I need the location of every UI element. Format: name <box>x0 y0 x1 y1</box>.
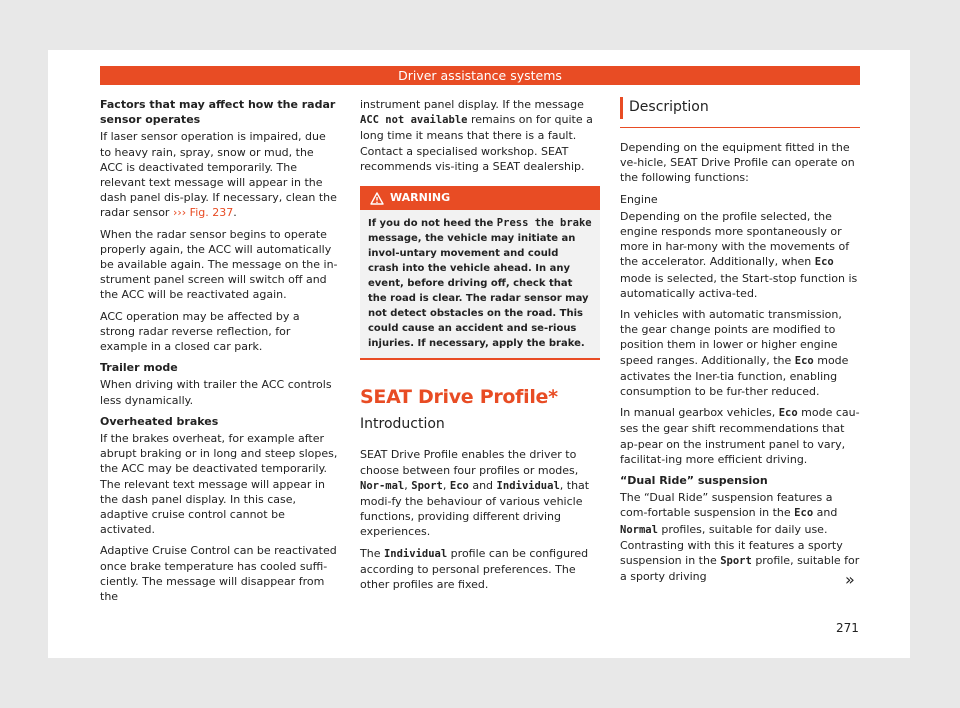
continue-arrow-icon: » <box>845 570 855 589</box>
code-message: ACC not available <box>360 114 468 127</box>
figure-link[interactable]: ››› Fig. 237 <box>172 206 234 220</box>
paragraph <box>620 307 860 399</box>
column-left <box>100 97 338 610</box>
text: instrument panel display. If the message <box>360 98 584 111</box>
text: , <box>404 478 412 492</box>
mode-eco: Eco <box>449 479 469 492</box>
text: and <box>813 506 838 520</box>
paragraph <box>360 447 600 539</box>
paragraph: When driving with trailer the ACC controls less dynamically. <box>100 378 332 407</box>
warning-icon <box>370 192 384 205</box>
warning-box <box>360 186 600 360</box>
text: remains on for quite a long time it means that there is a fault. Contact a specialised workshop. SEAT recommends vis-iting a SEAT dealership. <box>360 113 593 173</box>
mode-normal: Normal <box>620 523 658 536</box>
paragraph: If the brakes overheat, for example after abrupt braking or in long and steep slopes, the ACC may be deactivated temporarily. The relevant text message will appear in the dash panel display. In this case, adaptive cruise control cannot be activated. <box>100 432 338 537</box>
paragraph: When the radar sensor begins to operate properly again, the ACC will automatically be available again. The message on the in-strument panel screen will switch off and the ACC will be reactivated again. <box>100 227 338 302</box>
text: profiles, suitable for daily use. Contrasting with this it features a sporty suspension in the <box>620 522 843 568</box>
text: If laser sensor operation is impaired, due to heavy rain, spray, snow or mud, the ACC is deactivated temporarily. The relevant text message will appear in the dash panel dis-play. If necessary, clean the radar sensor <box>100 130 337 220</box>
text: , <box>442 478 450 492</box>
text: profile, suitable for a sporty driving <box>620 554 860 584</box>
mode-eco: Eco <box>778 407 798 420</box>
text: . <box>233 206 237 220</box>
subsection-title-introduction: Introduction <box>360 417 600 433</box>
description-header <box>620 97 860 128</box>
paragraph: Adaptive Cruise Control can be reactivated once brake temperature has cooled suffi-ciently. The message will disappear from the <box>100 544 337 604</box>
paragraph <box>620 405 860 467</box>
text: Depending on the profile selected, the engine responds more spontaneously or more in har-mony with the movements of the accelerator. Additionally, when <box>620 209 850 269</box>
page-header: Driver assistance systems <box>100 66 860 85</box>
mode-individual: Individual <box>496 479 560 492</box>
mode-sport: Sport <box>411 479 443 492</box>
heading-trailer-mode: Trailer mode <box>100 361 178 375</box>
text: If you do not heed the <box>368 218 497 230</box>
text: SEAT Drive Profile enables the driver to choose between four profiles or modes, <box>360 448 579 477</box>
warning-title: WARNING <box>390 191 451 205</box>
column-right <box>620 97 860 590</box>
description-title: Description <box>629 99 709 116</box>
heading-factors: Factors that may affect how the radar sensor operates <box>100 98 336 127</box>
text: The “Dual Ride” suspension features a com-fortable suspension in the <box>620 491 833 520</box>
mode-eco: Eco <box>814 256 834 269</box>
accent-bar <box>620 97 623 119</box>
paragraph: ACC operation may be affected by a strong radar reverse reflection, for example in a closed car park. <box>100 309 300 354</box>
text: The <box>360 546 384 560</box>
heading-overheated-brakes: Overheated brakes <box>100 414 219 428</box>
paragraph <box>100 129 338 220</box>
text: In manual gearbox vehicles, <box>620 406 779 420</box>
section-title: SEAT Drive Profile* <box>360 386 558 409</box>
text: mode cau-ses the gear shift recommendations that ap-pear on the instrument panel to vary, facilitat-ing more efficient driving. <box>620 406 860 466</box>
mode-sport: Sport <box>720 555 752 568</box>
mode-eco: Eco <box>794 507 814 520</box>
mode-individual: Individual <box>383 547 448 560</box>
page-number: 271 <box>836 621 859 635</box>
warning-header <box>360 186 600 210</box>
text: , that modi-fy the behaviour of various vehicle functions, providing different driving experiences. <box>360 478 590 539</box>
paragraph <box>620 209 860 301</box>
heading-engine: Engine <box>620 192 658 206</box>
paragraph <box>620 490 860 584</box>
text: and <box>468 478 497 492</box>
text: profile can be configured according to personal preferences. The other profiles are fixed. <box>360 546 589 592</box>
mode-eco: Eco <box>794 354 814 367</box>
text: In vehicles with automatic transmission, the gear change points are modified to position them in lower or higher engine speed ranges. Additionally, the <box>620 308 842 367</box>
paragraph: Depending on the equipment fitted in the ve-hicle, SEAT Drive Profile can operate on the following functions: <box>620 141 855 185</box>
heading-dual-ride: “Dual Ride” suspension <box>620 474 768 488</box>
column-middle <box>360 97 600 598</box>
warning-body <box>360 210 600 351</box>
text: mode activates the Iner-tia function, enabling consumption to be fur-ther reduced. <box>620 353 849 399</box>
code-message: Press the brake <box>496 217 592 230</box>
mode-normal: Nor-mal <box>360 479 405 492</box>
paragraph <box>360 546 600 593</box>
text: message, the vehicle may initiate an invol-untary movement and could crash into the vehicle ahead. In any event, before driving off, check that the road is clear. The radar sensor may not detect obstacles on the road. This could cause an accident and se-rious injuries. If necessary, apply the brake. <box>368 233 589 350</box>
text: mode is selected, the Start-stop function is automatically activa-ted. <box>620 271 858 300</box>
paragraph <box>360 97 600 174</box>
